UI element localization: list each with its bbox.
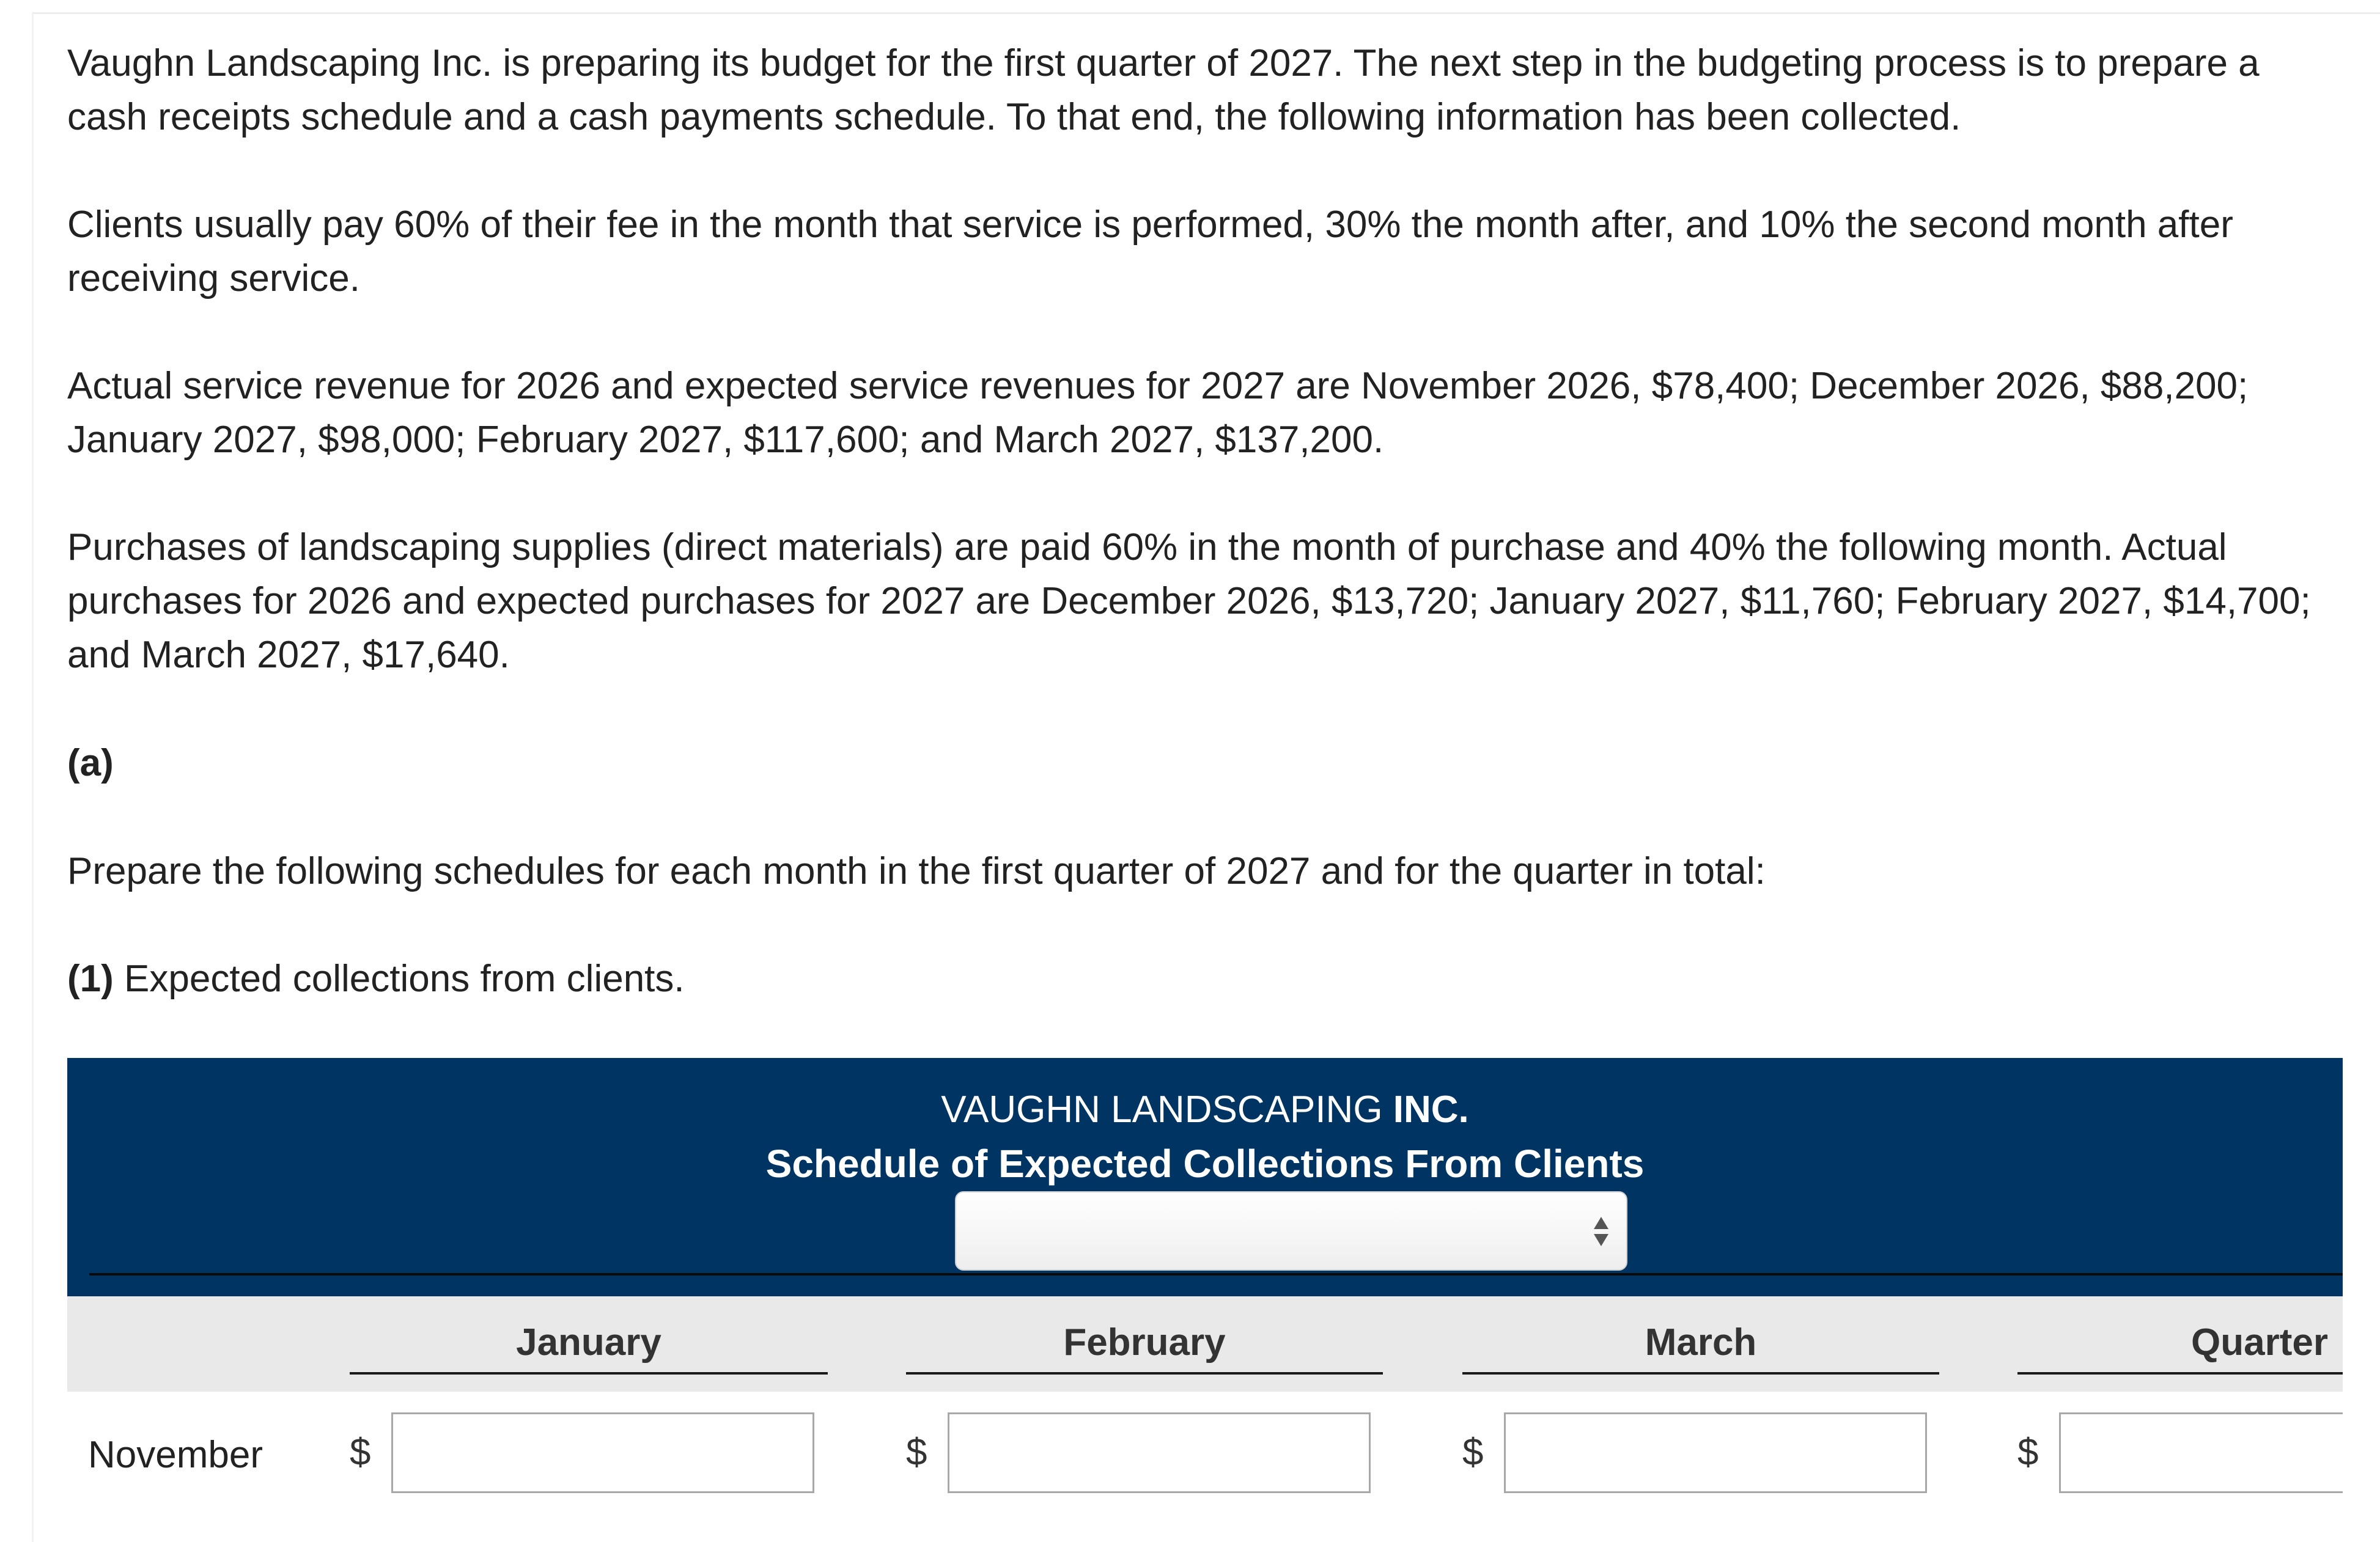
company-name bbox=[67, 1082, 2343, 1137]
row-label-november: November bbox=[88, 1434, 263, 1476]
company-name-bold: INC. bbox=[1393, 1089, 1469, 1131]
column-header-quarter: Quarter bbox=[2017, 1296, 2343, 1375]
subpart-text: Expected collections from clients. bbox=[113, 958, 685, 1000]
column-header-january: January bbox=[350, 1296, 828, 1375]
select-arrows-icon bbox=[1592, 1214, 1610, 1249]
schedule-header bbox=[67, 1058, 2343, 1296]
november-march-input[interactable] bbox=[1504, 1412, 1927, 1493]
header-divider bbox=[89, 1273, 2343, 1276]
column-header-band bbox=[67, 1296, 2343, 1392]
instruction-text: Prepare the following schedules for each month in the first quarter of 2027 and for the quarter in total: bbox=[67, 850, 1766, 892]
top-divider bbox=[32, 12, 2380, 14]
problem-paragraph-1: Vaughn Landscaping Inc. is preparing its budget for the first quarter of 2027. The next step in the budgeting process is to prepare a cash receipts schedule and a cash payments schedule. To that end, the following information has been collected. bbox=[67, 42, 2260, 138]
currency-symbol: $ bbox=[1462, 1431, 1484, 1474]
november-february-input[interactable] bbox=[948, 1412, 1371, 1493]
subpart-number: (1) bbox=[67, 958, 114, 1000]
period-select[interactable] bbox=[955, 1191, 1627, 1271]
column-header-march: March bbox=[1462, 1296, 1939, 1375]
currency-symbol: $ bbox=[2017, 1431, 2039, 1474]
left-divider bbox=[32, 12, 34, 1542]
currency-symbol: $ bbox=[906, 1431, 927, 1474]
company-name-regular: VAUGHN LANDSCAPING bbox=[941, 1089, 1393, 1131]
november-quarter-input[interactable] bbox=[2059, 1412, 2343, 1493]
november-january-input[interactable] bbox=[391, 1412, 814, 1493]
problem-paragraph-4: Purchases of landscaping supplies (direct materials) are paid 60% in the month of purchase and 40% the following month. Actual purchases for 2026 and expected purchases for 2027 are December 2026, $13,720; January 2027, $11,760; February 2027, $14,700; and March 2027, $17,640. bbox=[67, 526, 2311, 676]
subpart-heading bbox=[67, 952, 2341, 1006]
problem-paragraph-2: Clients usually pay 60% of their fee in the month that service is performed, 30% the month after, and 10% the second month after receiving service. bbox=[67, 204, 2233, 299]
column-header-february: February bbox=[906, 1296, 1383, 1375]
part-label: (a) bbox=[67, 742, 114, 784]
table-row bbox=[67, 1412, 2343, 1498]
collections-schedule bbox=[67, 1058, 2343, 1542]
problem-paragraph-3: Actual service revenue for 2026 and expected service revenues for 2027 are November 2026, $78,400; December 2026, $88,200; January 2027, $98,000; February 2027, $117,600; and March 2027, $137,200. bbox=[67, 365, 2249, 461]
schedule-title: Schedule of Expected Collections From Clients bbox=[765, 1142, 1645, 1186]
currency-symbol: $ bbox=[350, 1431, 371, 1474]
